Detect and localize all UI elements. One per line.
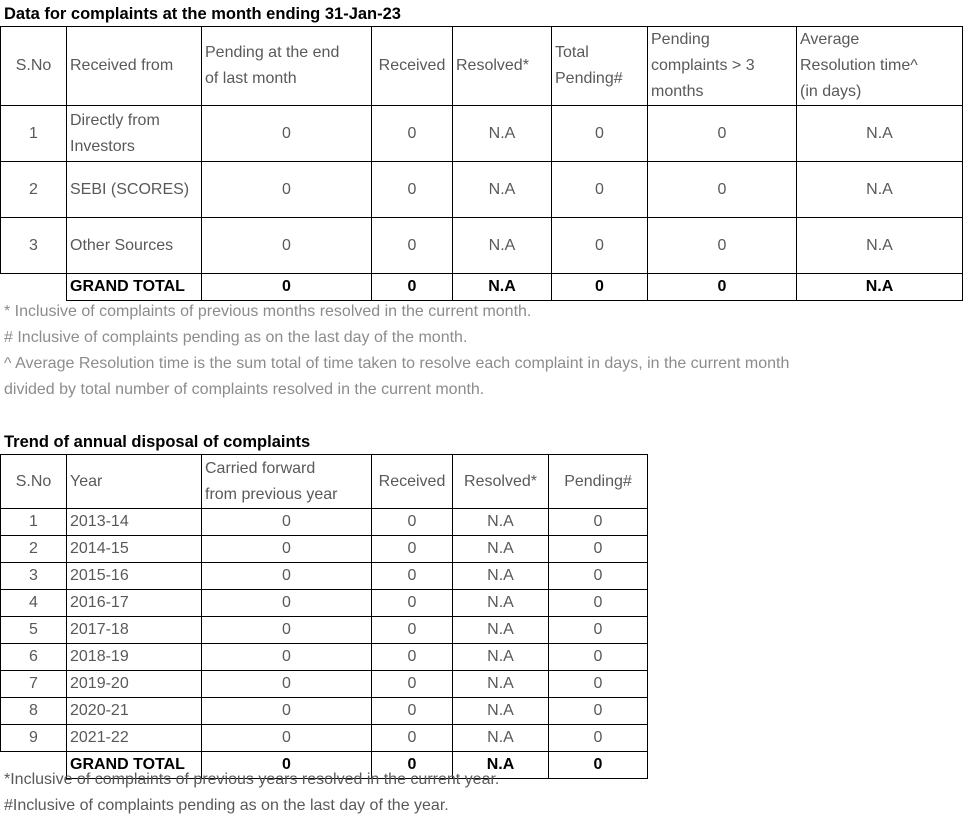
table-row bbox=[1, 218, 963, 274]
header-line: Pending# bbox=[555, 70, 623, 87]
cell-pending: 0 bbox=[549, 536, 648, 563]
footnote: #Inclusive of complaints pending as on the last day of the year. bbox=[4, 797, 449, 814]
cell-sno: 9 bbox=[1, 725, 67, 752]
annual-footnotes bbox=[4, 767, 499, 819]
cell-received: 0 bbox=[372, 536, 453, 563]
table-row bbox=[1, 162, 963, 218]
cell-carried-forward: 0 bbox=[202, 725, 372, 752]
cell-pending: 0 bbox=[549, 617, 648, 644]
cell-carried-forward: 0 bbox=[202, 617, 372, 644]
table-row bbox=[1, 671, 648, 698]
table-row bbox=[1, 590, 648, 617]
annual-title: Trend of annual disposal of complaints bbox=[4, 433, 311, 451]
cell-sno: 2 bbox=[1, 536, 67, 563]
header-pending-last-month bbox=[202, 27, 372, 106]
cell-total-pending: 0 bbox=[552, 162, 648, 218]
table-row bbox=[1, 106, 963, 162]
total-carried-forward: 0 bbox=[202, 752, 372, 779]
cell-resolved: N.A bbox=[453, 698, 549, 725]
cell-line: Investors bbox=[70, 137, 135, 155]
cell-sno: 4 bbox=[1, 590, 67, 617]
header-line: (in days) bbox=[800, 83, 862, 100]
total-resolved: N.A bbox=[453, 752, 549, 779]
cell-received-from: SEBI (SCORES) bbox=[67, 162, 202, 218]
footnote: *Inclusive of complaints of previous years resolved in the current year. bbox=[4, 771, 500, 788]
cell-received: 0 bbox=[372, 563, 453, 590]
header-line: Average bbox=[800, 31, 860, 48]
cell-received: 0 bbox=[372, 671, 453, 698]
total-received: 0 bbox=[372, 752, 453, 779]
header-line: Pending at the end bbox=[205, 44, 340, 61]
cell-year: 2018-19 bbox=[67, 644, 202, 671]
monthly-footnotes bbox=[4, 299, 789, 403]
total-pending-last-month: 0 bbox=[202, 274, 372, 301]
header-line: complaints > 3 bbox=[651, 57, 755, 74]
cell-received: 0 bbox=[372, 725, 453, 752]
header-carried-forward bbox=[202, 455, 372, 509]
header-received: Received bbox=[372, 27, 453, 106]
cell-received: 0 bbox=[372, 218, 453, 274]
header-total-pending bbox=[552, 27, 648, 106]
cell-pending: 0 bbox=[549, 671, 648, 698]
cell-pending: 0 bbox=[549, 725, 648, 752]
footnote: divided by total number of complaints resolved in the current month. bbox=[4, 381, 485, 398]
cell-pending-over-3-months: 0 bbox=[648, 218, 797, 274]
table-row bbox=[1, 509, 648, 536]
cell-pending-last-month: 0 bbox=[202, 106, 372, 162]
cell-resolved: N.A bbox=[453, 590, 549, 617]
cell-sno: 7 bbox=[1, 671, 67, 698]
cell-resolved: N.A bbox=[453, 162, 552, 218]
cell-year: 2016-17 bbox=[67, 590, 202, 617]
cell-received: 0 bbox=[372, 617, 453, 644]
cell-sno: 3 bbox=[1, 218, 67, 274]
cell-resolved: N.A bbox=[453, 509, 549, 536]
cell-average-resolution-time: N.A bbox=[797, 106, 963, 162]
footnote: # Inclusive of complaints pending as on the last day of the month. bbox=[4, 329, 468, 346]
cell-average-resolution-time: N.A bbox=[797, 218, 963, 274]
cell-received: 0 bbox=[372, 162, 453, 218]
header-line: from previous year bbox=[205, 485, 338, 503]
grand-total-label: GRAND TOTAL bbox=[67, 274, 202, 301]
cell-pending: 0 bbox=[549, 563, 648, 590]
cell-resolved: N.A bbox=[453, 617, 549, 644]
cell-year: 2015-16 bbox=[67, 563, 202, 590]
table-row bbox=[1, 617, 648, 644]
cell-carried-forward: 0 bbox=[202, 509, 372, 536]
header-pending-over-3-months bbox=[648, 27, 797, 106]
cell-sno: 1 bbox=[1, 106, 67, 162]
monthly-title: Data for complaints at the month ending 31-Jan-23 bbox=[4, 5, 401, 23]
header-received-from: Received from bbox=[67, 27, 202, 106]
cell-carried-forward: 0 bbox=[202, 671, 372, 698]
annual-disposal-table bbox=[0, 454, 648, 779]
header-sno: S.No bbox=[1, 455, 67, 509]
header-received: Received bbox=[372, 455, 453, 509]
cell-pending-over-3-months: 0 bbox=[648, 162, 797, 218]
cell-received: 0 bbox=[372, 590, 453, 617]
grand-total-row bbox=[1, 274, 963, 301]
cell-pending-last-month: 0 bbox=[202, 162, 372, 218]
header-pending: Pending# bbox=[549, 455, 648, 509]
cell-year: 2014-15 bbox=[67, 536, 202, 563]
total-total-pending: 0 bbox=[552, 274, 648, 301]
cell-resolved: N.A bbox=[453, 218, 552, 274]
monthly-complaints-table bbox=[0, 26, 963, 301]
cell-pending: 0 bbox=[549, 509, 648, 536]
cell-received: 0 bbox=[372, 698, 453, 725]
cell-total-pending: 0 bbox=[552, 218, 648, 274]
header-line: Pending bbox=[651, 31, 710, 48]
cell-pending: 0 bbox=[549, 590, 648, 617]
header-sno: S.No bbox=[1, 27, 67, 106]
header-year: Year bbox=[67, 455, 202, 509]
header-line: Resolution time^ bbox=[800, 57, 918, 74]
cell-resolved: N.A bbox=[453, 106, 552, 162]
cell-received: 0 bbox=[372, 106, 453, 162]
table-row bbox=[1, 698, 648, 725]
header-resolved: Resolved* bbox=[453, 27, 552, 106]
cell-year: 2020-21 bbox=[67, 698, 202, 725]
annual-header-row bbox=[1, 455, 648, 509]
cell-year: 2013-14 bbox=[67, 509, 202, 536]
cell-received: 0 bbox=[372, 509, 453, 536]
cell-sno: 3 bbox=[1, 563, 67, 590]
cell-resolved: N.A bbox=[453, 644, 549, 671]
cell-pending-over-3-months: 0 bbox=[648, 106, 797, 162]
header-line: Carried forward bbox=[205, 459, 316, 477]
blank-cell bbox=[1, 274, 67, 301]
cell-year: 2021-22 bbox=[67, 725, 202, 752]
header-resolved: Resolved* bbox=[453, 455, 549, 509]
total-pending-over-3-months: 0 bbox=[648, 274, 797, 301]
table-row bbox=[1, 644, 648, 671]
cell-pending-last-month: 0 bbox=[202, 218, 372, 274]
cell-average-resolution-time: N.A bbox=[797, 162, 963, 218]
cell-sno: 1 bbox=[1, 509, 67, 536]
cell-resolved: N.A bbox=[453, 536, 549, 563]
total-received: 0 bbox=[372, 274, 453, 301]
grand-total-label: GRAND TOTAL bbox=[67, 752, 202, 779]
cell-carried-forward: 0 bbox=[202, 698, 372, 725]
table-row bbox=[1, 563, 648, 590]
cell-received-from bbox=[67, 106, 202, 162]
cell-resolved: N.A bbox=[453, 725, 549, 752]
total-pending: 0 bbox=[549, 752, 648, 779]
cell-year: 2017-18 bbox=[67, 617, 202, 644]
cell-resolved: N.A bbox=[453, 671, 549, 698]
cell-received: 0 bbox=[372, 644, 453, 671]
table-row bbox=[1, 725, 648, 752]
footnote: ^ Average Resolution time is the sum total of time taken to resolve each complaint in days, in the current month bbox=[4, 355, 790, 372]
cell-pending: 0 bbox=[549, 698, 648, 725]
cell-carried-forward: 0 bbox=[202, 644, 372, 671]
total-average-resolution-time: N.A bbox=[797, 274, 963, 301]
header-average-resolution-time bbox=[797, 27, 963, 106]
header-line: Total bbox=[555, 44, 589, 61]
monthly-header-row bbox=[1, 27, 963, 106]
header-line: of last month bbox=[205, 70, 297, 87]
cell-year: 2019-20 bbox=[67, 671, 202, 698]
table-row bbox=[1, 536, 648, 563]
cell-resolved: N.A bbox=[453, 563, 549, 590]
total-resolved: N.A bbox=[453, 274, 552, 301]
cell-received-from: Other Sources bbox=[67, 218, 202, 274]
cell-carried-forward: 0 bbox=[202, 590, 372, 617]
cell-sno: 2 bbox=[1, 162, 67, 218]
cell-line: Directly from bbox=[70, 111, 160, 129]
cell-carried-forward: 0 bbox=[202, 563, 372, 590]
cell-sno: 6 bbox=[1, 644, 67, 671]
footnote: * Inclusive of complaints of previous months resolved in the current month. bbox=[4, 303, 532, 320]
cell-total-pending: 0 bbox=[552, 106, 648, 162]
cell-carried-forward: 0 bbox=[202, 536, 372, 563]
header-line: months bbox=[651, 83, 704, 100]
cell-pending: 0 bbox=[549, 644, 648, 671]
cell-sno: 5 bbox=[1, 617, 67, 644]
cell-sno: 8 bbox=[1, 698, 67, 725]
